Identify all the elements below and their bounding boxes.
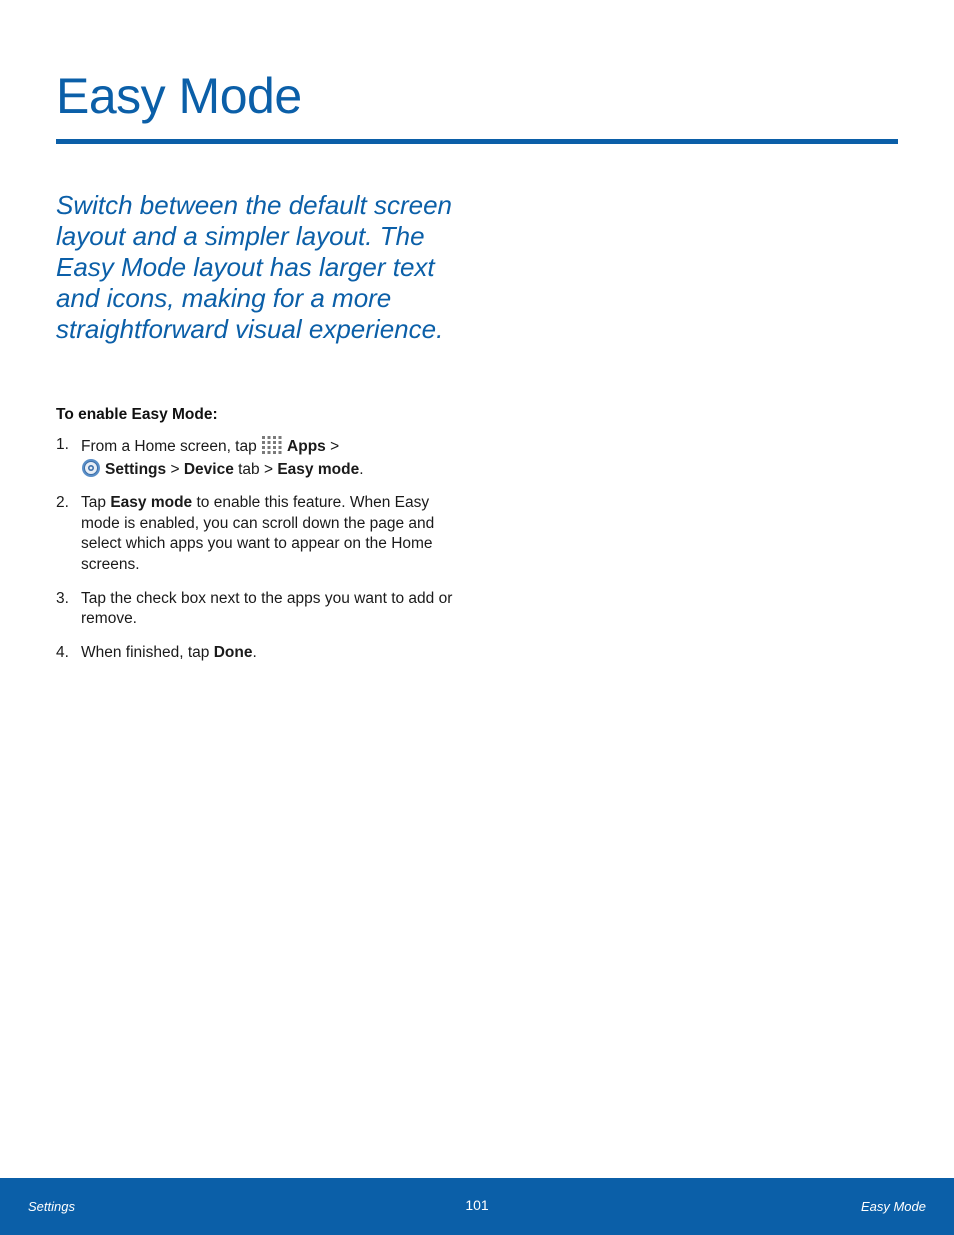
step-number: 4. <box>56 643 69 661</box>
page-footer <box>0 1178 954 1235</box>
step-4: 4. When finished, tap Done. <box>56 643 456 664</box>
footer-section-label: Settings <box>28 1199 75 1214</box>
page-number: 101 <box>465 1197 489 1213</box>
step-2: 2. Tap Easy mode to enable this feature. When Easy mode is enabled, you can scroll down the page and select which apps you want to appear on the Home screens. <box>56 494 435 573</box>
footer-chapter-label: Easy Mode <box>860 1199 926 1214</box>
step-1: 1. From a Home screen, tap Apps > Settings > Device tab > Easy mode. <box>56 436 364 478</box>
procedure-heading: To enable Easy Mode: <box>56 406 218 423</box>
step-number: 1. <box>56 436 69 453</box>
page-title: Easy Mode <box>56 68 302 124</box>
title-rule <box>56 139 898 144</box>
intro-text: Switch between the default screen layout and a simpler layout. The Easy Mode layout has larger text and icons, making for a more straightforward visual experience. <box>56 190 453 344</box>
apps-label: Apps <box>287 438 326 455</box>
easy-mode-label: Easy mode <box>110 494 193 512</box>
done-label: Done <box>213 643 253 661</box>
steps-list <box>56 435 456 676</box>
step-number: 2. <box>56 494 69 512</box>
settings-label: Settings <box>105 460 167 478</box>
step-3: 3. Tap the check box next to the apps you want to add or remove. <box>56 589 453 628</box>
step-number: 3. <box>56 589 69 607</box>
apps-grid-icon <box>261 435 283 455</box>
settings-gear-icon <box>81 458 101 478</box>
device-label: Device <box>183 460 234 478</box>
easy-mode-label: Easy mode <box>277 460 360 478</box>
